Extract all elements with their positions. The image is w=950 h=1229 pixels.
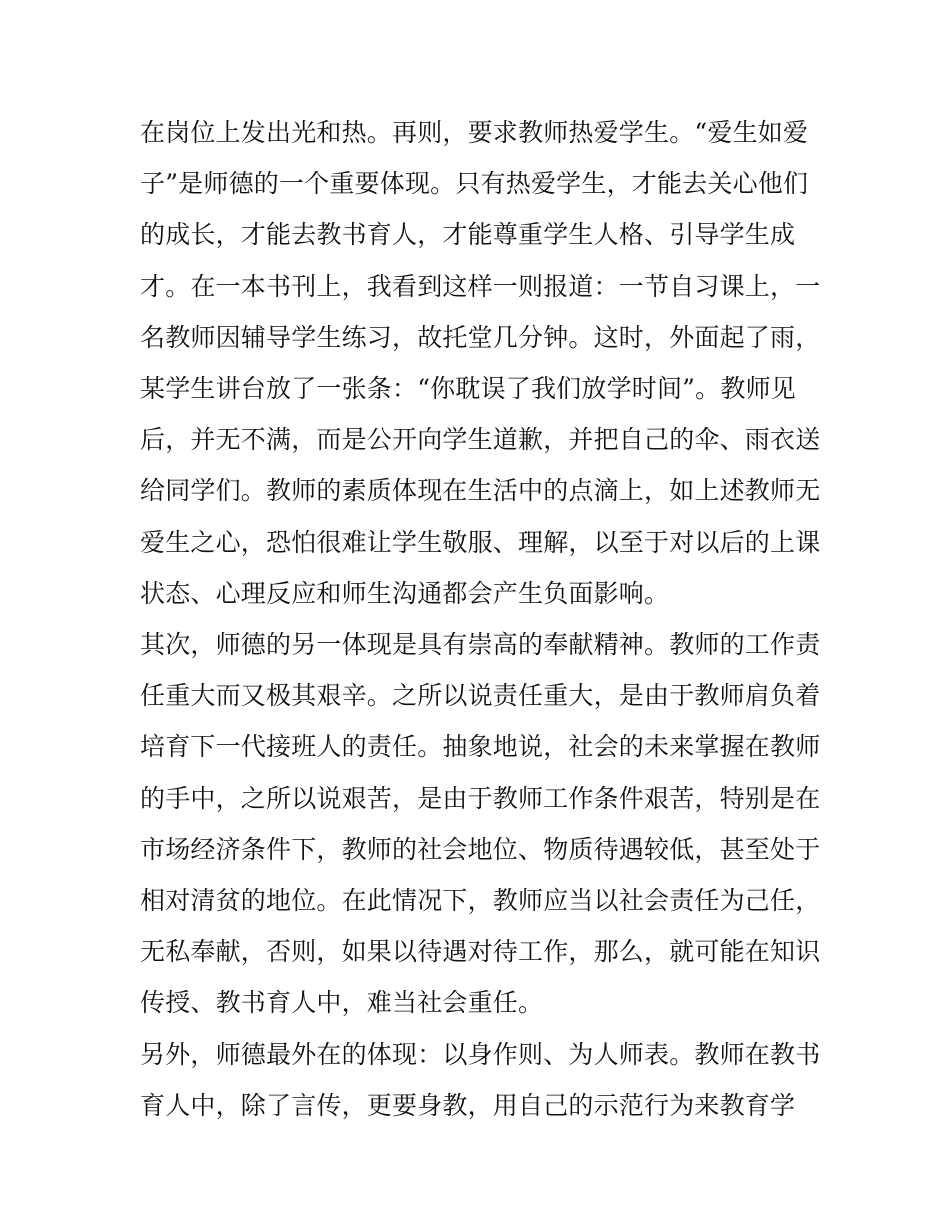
text-line: 任重大而又极其艰辛。之所以说责任重大，是由于教师肩负着 (140, 681, 821, 711)
text-line: 其次，师德的另一体现是具有崇高的奉献精神。教师的工作责 (140, 630, 821, 660)
text-line: 传授、教书育人中，难当社会重任。 (140, 988, 544, 1018)
text-line: 市场经济条件下，教师的社会地位、物质待遇较低，甚至处于 (140, 834, 821, 864)
text-line: 在岗位上发出光和热。再则，要求教师热爱学生。“爱生如爱 (140, 118, 809, 147)
text-line: 子”是师德的一个重要体现。只有热爱学生，才能去关心他们 (140, 169, 809, 199)
text-line: 后，并无不满，而是公开向学生道歉，并把自己的伞、雨衣送 (140, 425, 821, 455)
text-line: 育人中，除了言传，更要身教，用自己的示范行为来教育学 (140, 1090, 796, 1120)
text-line: 培育下一代接班人的责任。抽象地说，社会的未来掌握在教师 (140, 732, 821, 762)
text-line: 另外，师德最外在的体现：以身作则、为人师表。教师在教书 (140, 1039, 821, 1069)
text-line: 给同学们。教师的素质体现在生活中的点滴上，如上述教师无 (140, 476, 821, 506)
text-line: 无私奉献，否则，如果以待遇对待工作，那么，就可能在知识 (140, 937, 821, 967)
text-line: 才。在一本书刊上，我看到这样一则报道：一节自习课上，一 (140, 271, 821, 301)
text-line: 爱生之心，恐怕很难让学生敬服、理解，以至于对以后的上课 (140, 527, 821, 557)
text-line: 相对清贫的地位。在此情况下，教师应当以社会责任为己任， (140, 886, 821, 916)
text-line: 状态、心理反应和师生沟通都会产生负面影响。 (140, 578, 670, 608)
document-page (140, 107, 821, 1131)
text-line: 某学生讲台放了一张条：“你耽误了我们放学时间”。教师见 (140, 374, 796, 404)
text-line: 的手中，之所以说艰苦，是由于教师工作条件艰苦，特别是在 (140, 783, 821, 813)
text-line: 的成长，才能去教书育人，才能尊重学生人格、引导学生成 (140, 220, 796, 250)
text-line: 名教师因辅导学生练习，故托堂几分钟。这时，外面起了雨， (140, 322, 821, 352)
